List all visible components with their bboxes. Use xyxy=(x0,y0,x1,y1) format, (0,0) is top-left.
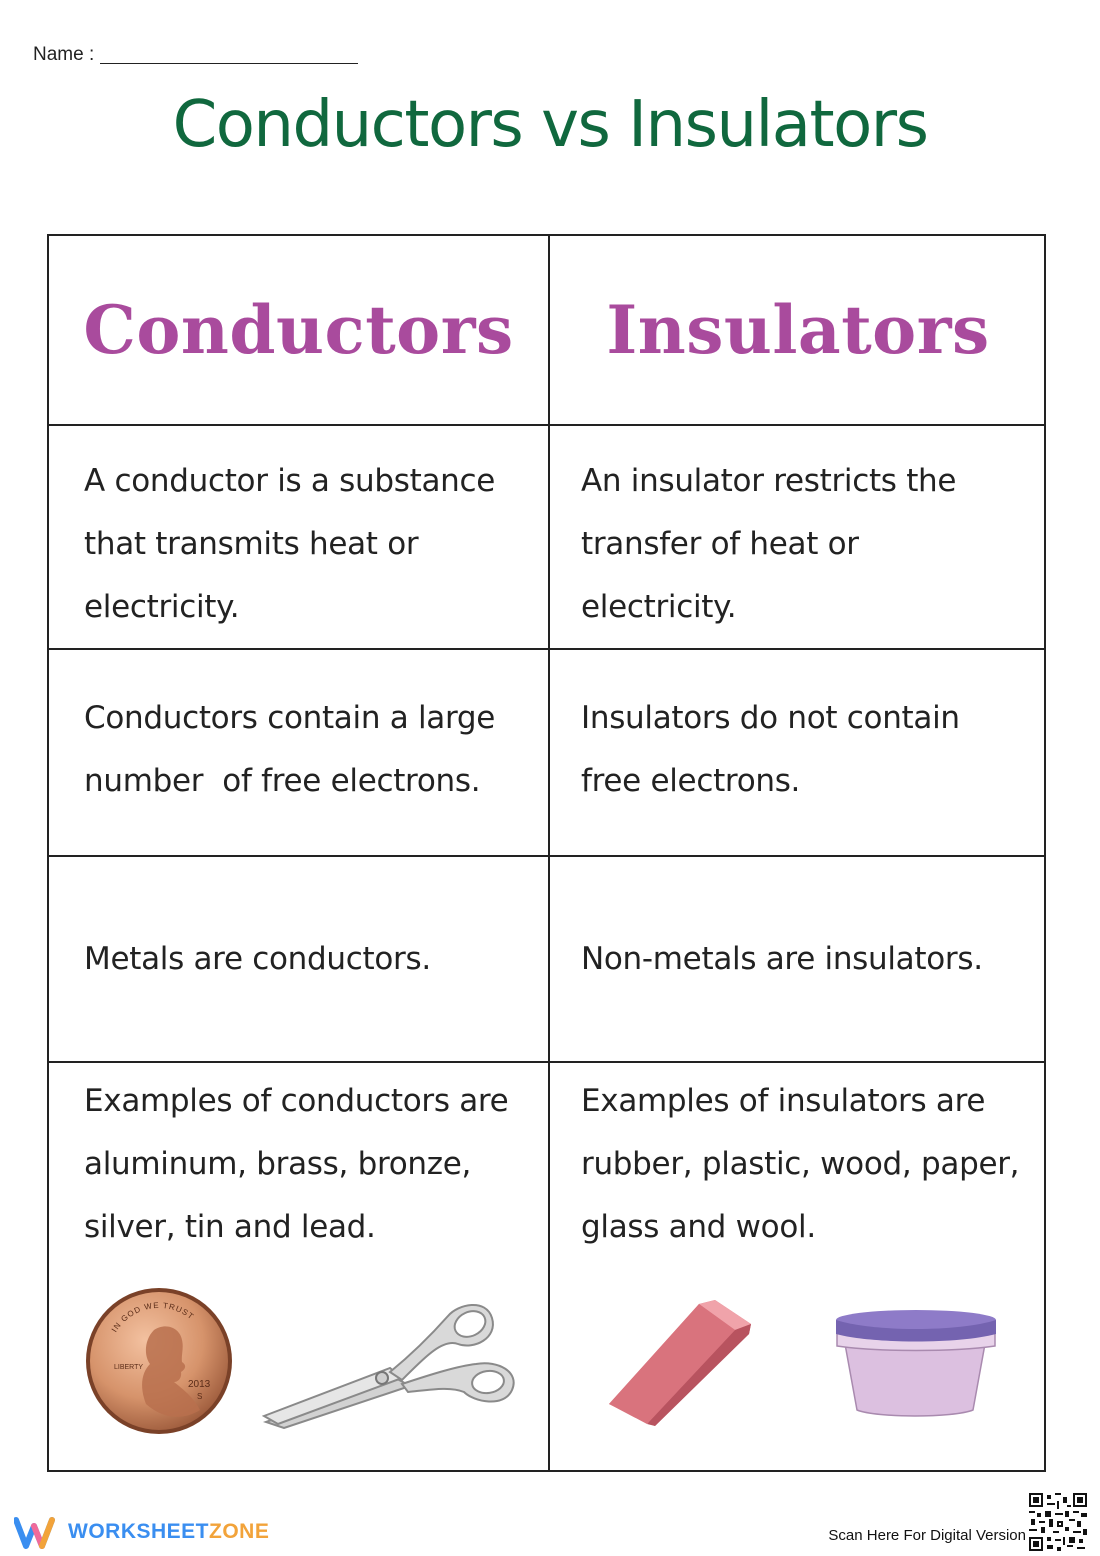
text-line: aluminum, brass, bronze, xyxy=(84,1146,472,1182)
comparison-table xyxy=(47,234,1046,1472)
column-header-insulators: Insulators xyxy=(606,291,990,369)
text-line: free electrons. xyxy=(581,763,801,799)
text-line: An insulator restricts the xyxy=(581,463,957,499)
name-field xyxy=(33,36,358,66)
coin-year-text: 2013 xyxy=(188,1379,211,1390)
scan-caption: Scan Here For Digital Version xyxy=(828,1527,1026,1544)
brand-text-zone: ZONE xyxy=(209,1520,270,1543)
w-logo-icon xyxy=(14,1514,62,1550)
conductors-electrons xyxy=(49,687,548,813)
worksheetzone-logo[interactable] xyxy=(14,1514,269,1550)
name-label: Name : xyxy=(33,44,95,65)
text-line: that transmits heat or xyxy=(84,526,419,562)
conductors-metals xyxy=(49,857,548,1061)
text-line: Non-metals are insulators. xyxy=(581,940,983,977)
coin-motto-text: IN GOD WE TRUST xyxy=(109,1300,196,1334)
brand-text-worksheet: WORKSHEET xyxy=(68,1520,209,1543)
coin-liberty-text: LIBERTY xyxy=(114,1364,144,1371)
row-divider xyxy=(49,424,1044,426)
scissors-image xyxy=(262,1294,522,1429)
insulators-nonmetals xyxy=(550,857,1046,1061)
text-line: electricity. xyxy=(84,589,240,625)
text-line: transfer of heat or xyxy=(581,526,859,562)
row-divider xyxy=(49,1061,1044,1063)
insulators-definition xyxy=(550,450,1046,639)
insulators-examples xyxy=(550,1070,1046,1259)
column-header-conductors: Conductors xyxy=(83,291,514,369)
text-line: Metals are conductors. xyxy=(84,940,431,977)
text-line: rubber, plastic, wood, paper, xyxy=(581,1146,1020,1182)
eraser-image xyxy=(607,1296,757,1431)
text-line: Insulators do not contain xyxy=(581,700,960,736)
conductors-definition xyxy=(49,450,548,639)
name-blank-line xyxy=(100,63,358,64)
text-line: electricity. xyxy=(581,589,737,625)
text-line: Conductors contain a large xyxy=(84,700,496,736)
text-line: Examples of conductors are xyxy=(84,1083,509,1119)
coin-mint-text: S xyxy=(197,1392,203,1401)
plastic-container-image xyxy=(833,1306,999,1421)
page-title: Conductors vs Insulators xyxy=(172,88,928,162)
text-line: glass and wool. xyxy=(581,1209,816,1245)
qr-code-icon[interactable] xyxy=(1029,1493,1087,1551)
insulators-electrons xyxy=(550,687,1046,813)
conductors-examples xyxy=(49,1070,548,1259)
row-divider xyxy=(49,648,1044,650)
text-line: Examples of insulators are xyxy=(581,1083,986,1119)
text-line: silver, tin and lead. xyxy=(84,1209,376,1245)
text-line: number of free electrons. xyxy=(84,763,481,799)
penny-coin-image xyxy=(84,1286,234,1436)
text-line: A conductor is a substance xyxy=(84,463,496,499)
